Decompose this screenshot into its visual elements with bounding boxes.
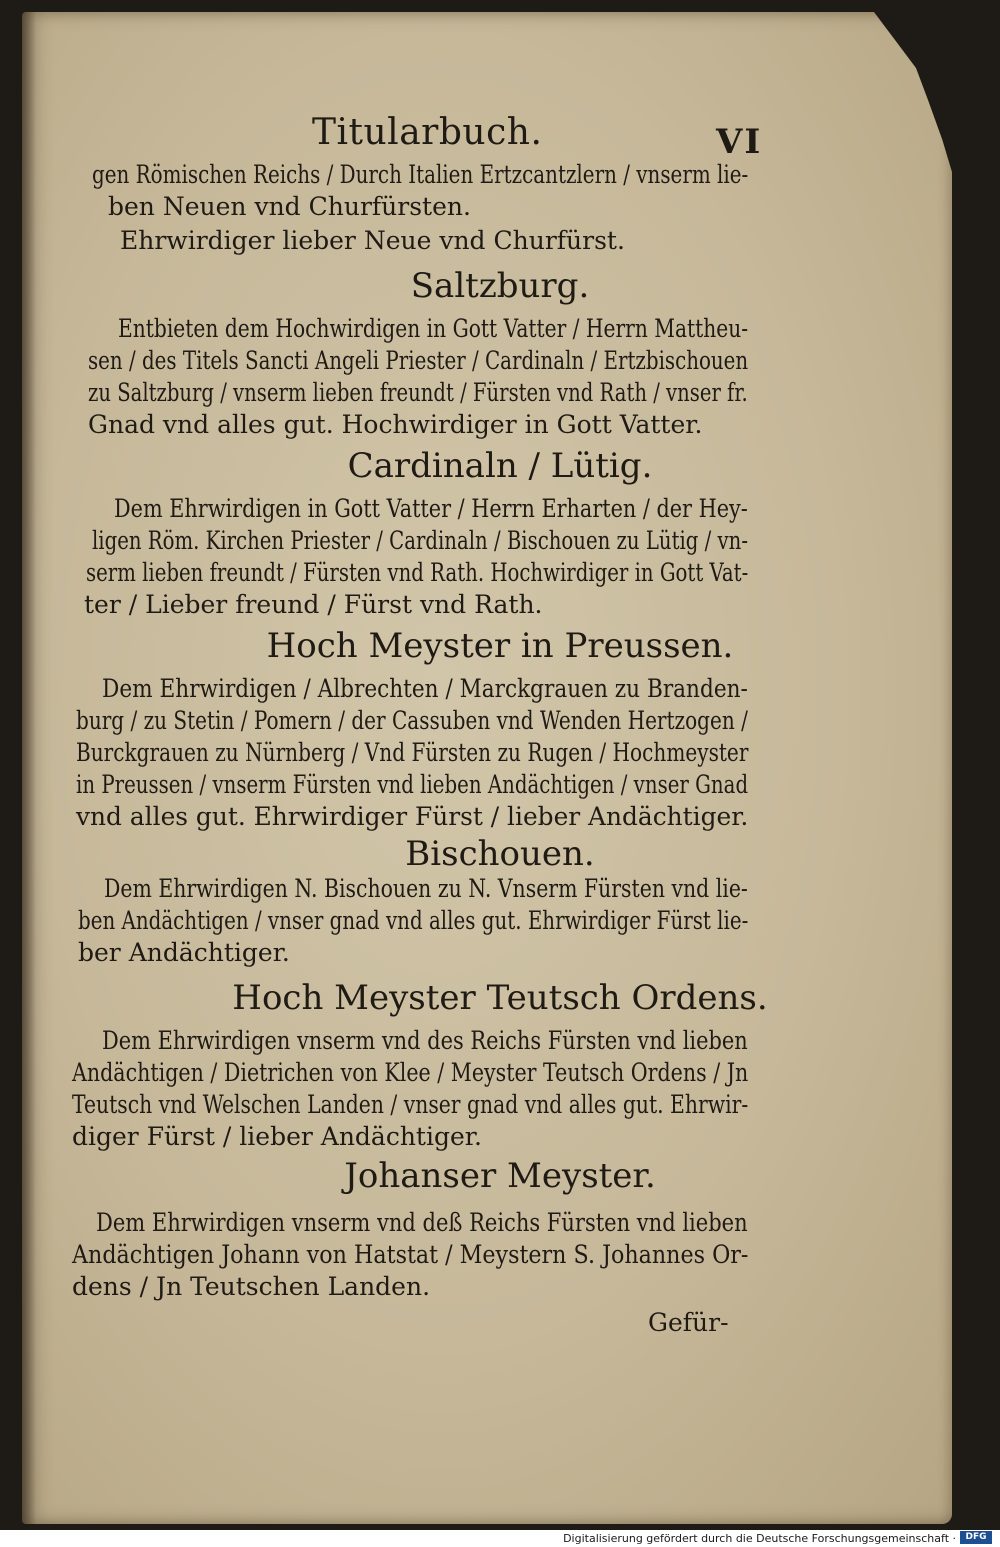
text-line: gen Römischen Reichs / Durch Italien Ertzcantzlern / vnserm lie- [92, 160, 749, 189]
section-title: Hoch Meyster in Preussen. [266, 626, 734, 666]
text-line: zu Saltzburg / vnserm lieben freundt / Fürsten vnd Rath / vnser fr. [88, 378, 748, 407]
text-line: in Preussen / vnserm Fürsten vnd lieben Andächtigen / vnser Gnad [76, 770, 749, 799]
text-line: Dem Ehrwirdigen vnserm vnd deß Reichs Fürsten vnd lieben [96, 1208, 748, 1237]
text-line: Burckgrauen zu Nürnberg / Vnd Fürsten zu Rugen / Hochmeyster [76, 738, 749, 767]
dfg-logo: DFG [960, 1531, 992, 1544]
text-line: Andächtigen Johann von Hatstat / Meystern S. Johannes Or- [72, 1240, 749, 1269]
text-line: ben Neuen vnd Churfürsten. [108, 192, 471, 221]
funding-credit: Digitalisierung gefördert durch die Deutsche Forschungsgemeinschaft · [563, 1532, 956, 1545]
running-head: Titularbuch. [312, 112, 543, 153]
folio-number: VI [716, 122, 763, 162]
text-line: ben Andächtigen / vnser gnad vnd alles gut. Ehrwirdiger Fürst lie- [78, 906, 749, 935]
text-line: Dem Ehrwirdigen N. Bischouen zu N. Vnserm Fürsten vnd lie- [104, 874, 748, 903]
text-line: burg / zu Stetin / Pomern / der Cassuben vnd Wenden Hertzogen / [76, 706, 748, 735]
text-line: sen / des Titels Sancti Angeli Priester / Cardinaln / Ertzbischouen [88, 346, 749, 375]
catchword: Gefür- [648, 1308, 729, 1337]
text-line: ligen Röm. Kirchen Priester / Cardinaln / Bischouen zu Lütig / vn- [92, 526, 749, 555]
text-line: Dem Ehrwirdigen / Albrechten / Marckgrauen zu Branden- [102, 674, 748, 703]
text-line: Teutsch vnd Welschen Landen / vnser gnad vnd alles gut. Ehrwir- [72, 1090, 749, 1119]
text-line: Dem Ehrwirdigen in Gott Vatter / Herrn Erharten / der Hey- [114, 494, 748, 523]
section-title: Cardinaln / Lütig. [347, 446, 653, 486]
text-line: ber Andächtiger. [78, 938, 290, 967]
section-title: Bischouen. [405, 834, 595, 874]
text-line: vnd alles gut. Ehrwirdiger Fürst / lieber Andächtiger. [76, 802, 749, 831]
text-line: ter / Lieber freund / Fürst vnd Rath. [84, 590, 543, 619]
section-title: Johanser Meyster. [344, 1156, 656, 1196]
section-title: Hoch Meyster Teutsch Ordens. [232, 978, 768, 1018]
text-line: dens / Jn Teutschen Landen. [72, 1272, 431, 1301]
text-line: Ehrwirdiger lieber Neue vnd Churfürst. [120, 226, 625, 255]
section-title: Saltzburg. [410, 266, 590, 306]
text-line: Andächtigen / Dietrichen von Klee / Meyster Teutsch Ordens / Jn [72, 1058, 749, 1087]
text-line: Dem Ehrwirdigen vnserm vnd des Reichs Fürsten vnd lieben [102, 1026, 748, 1055]
text-line: serm lieben freundt / Fürsten vnd Rath. Hochwirdiger in Gott Vat- [86, 558, 749, 587]
text-line: Entbieten dem Hochwirdigen in Gott Vatter / Herrn Mattheu- [118, 314, 749, 343]
text-line: diger Fürst / lieber Andächtiger. [72, 1122, 482, 1151]
text-line: Gnad vnd alles gut. Hochwirdiger in Gott Vatter. [88, 410, 703, 439]
